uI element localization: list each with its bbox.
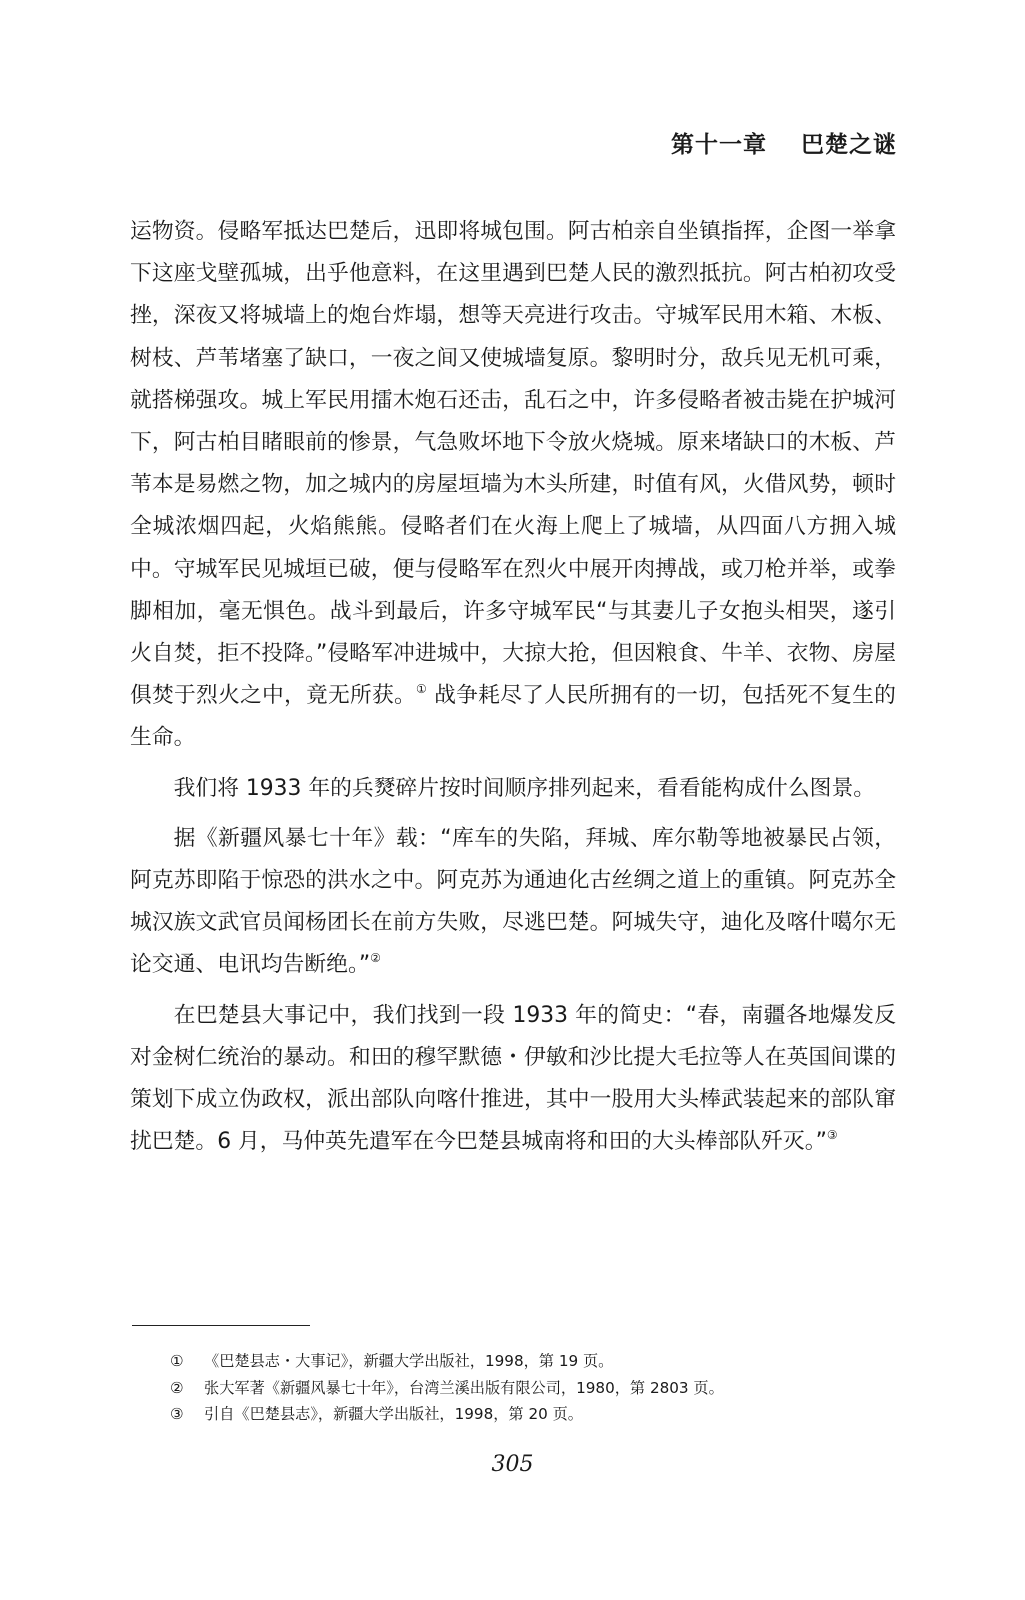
paragraph xyxy=(130,818,896,987)
paragraph-text: 我们将 1933 年的兵燹碎片按时间顺序排列起来，看看能构成什么图景。 xyxy=(173,775,876,801)
footnote-ref: ③ xyxy=(826,1128,838,1143)
footnote-mark: ① xyxy=(170,1352,184,1370)
paragraph xyxy=(130,995,896,1164)
paragraph-text: 运物资。侵略军抵达巴楚后，迅即将城包围。阿古柏亲自坐镇指挥，企图一举拿下这座戈壁孤城，出乎他意料，在这里遇到巴楚人民的激烈抵抗。阿古柏初攻受挫，深夜又将城墙上的炮台炸塌，想等天亮进行攻击。守城军民用木箱、木板、树枝、芦苇堵塞了缺口，一夜之间又使城墙复原。黎明时分，敌兵见无机可乘，就搭梯强攻。城上军民用擂木炮石还击，乱石之中，许多侵略者被击毙在护城河下，阿古柏目睹眼前的惨景，气急败坏地下令放火烧城。原来堵缺口的木板、芦苇本是易燃之物，加之城内的房屋垣墙为木头所建，时值有风，火借风势，顿时全城浓烟四起，火焰熊熊。侵略者们在火海上爬上了城墙，从四面八方拥入城中。守城军民见城垣已破，便与侵略军在烈火中展开肉搏战，或刀枪并举，或拳脚相加，毫无惧色。战斗到最后，许多守城军民“与其妻儿子女抱头相哭，遂引火自焚，拒不投降。”侵略军冲进城中，大掠大抢，但因粮食、牛羊、衣物、房屋俱焚于烈火之中，竟无所获。 xyxy=(130,219,896,709)
paragraph xyxy=(130,211,896,760)
footnote-mark: ③ xyxy=(170,1405,184,1423)
footnote-text: 《巴楚县志・大事记》，新疆大学出版社，1998，第 19 页。 xyxy=(204,1352,614,1370)
footnote xyxy=(170,1348,890,1375)
footnote-text: 张大军著《新疆风暴七十年》，台湾兰溪出版有限公司，1980，第 2803 页。 xyxy=(204,1378,724,1397)
paragraph-text: 据《新疆风暴七十年》载：“库车的失陷，拜城、库尔勒等地被暴民占领，阿克苏即陷于惊恐的洪水之中。阿克苏为通迪化古丝绸之道上的重镇。阿克苏全城汉族文武官员闻杨团长在前方失败，尽逃巴楚。阿城失守，迪化及喀什噶尔无论交通、电讯均告断绝。” xyxy=(130,825,896,978)
footnote-text: 引自《巴楚县志》，新疆大学出版社，1998，第 20 页。 xyxy=(204,1405,583,1423)
chapter-number: 第十一章 xyxy=(671,131,767,158)
body-text xyxy=(130,211,896,1171)
footnotes xyxy=(170,1348,890,1428)
paragraph-text: 战争耗尽了人民所拥有的一切，包括死不复生的生命。 xyxy=(130,683,896,751)
footnote xyxy=(170,1401,890,1428)
running-head xyxy=(671,126,897,159)
footnote-ref: ② xyxy=(370,951,381,966)
footnote-separator xyxy=(132,1325,310,1326)
paragraph xyxy=(130,768,896,810)
paragraph-text: 在巴楚县大事记中，我们找到一段 1933 年的简史：“春，南疆各地爆发反对金树仁统治的暴动。和田的穆罕默德・伊敏和沙比提大毛拉等人在英国间谍的策划下成立伪政权，派出部队向喀什推进，其中一股用大头棒武装起来的部队窜扰巴楚。6 月，马仲英先遣军在今巴楚县城南将和田的大头棒部队歼灭。” xyxy=(130,1002,896,1155)
footnote-ref: ① xyxy=(416,682,427,697)
page-number: 305 xyxy=(491,1452,534,1477)
footnote-mark: ② xyxy=(170,1378,184,1397)
chapter-title: 巴楚之谜 xyxy=(801,131,897,158)
footnote xyxy=(170,1375,890,1402)
